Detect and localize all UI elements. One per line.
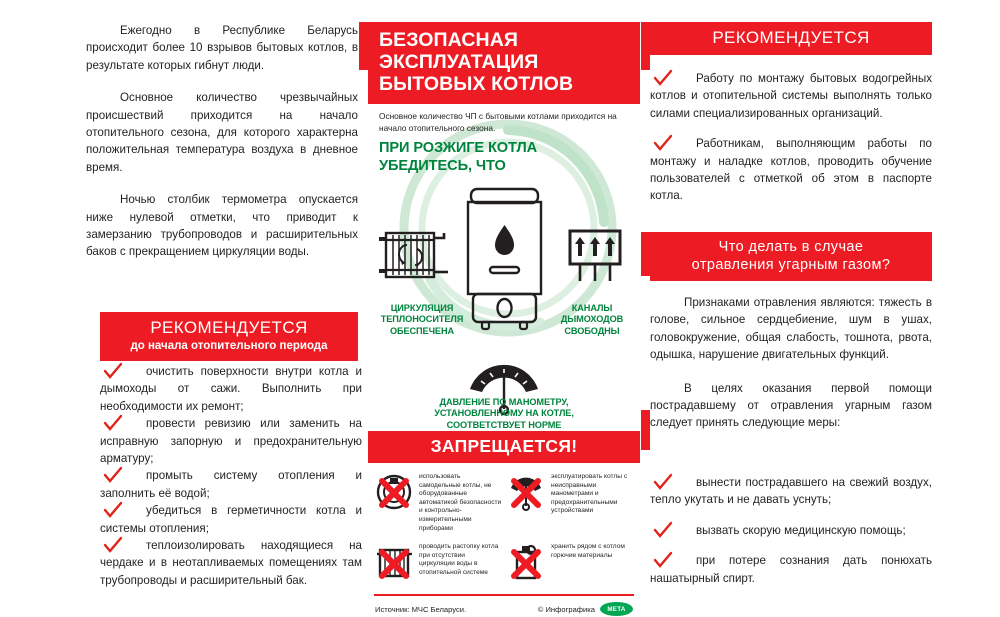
list-item-label: Работу по монтажу бытовых водогрейных котлов и отопительной системы выполнять только силами специализированных организаций. bbox=[650, 72, 932, 120]
carbon-monoxide-banner-line-1: Что делать в случае bbox=[718, 239, 864, 255]
left-column bbox=[86, 22, 362, 597]
carbon-monoxide-banner bbox=[650, 232, 932, 281]
intro-paragraph-2: Основное количество чрезвычайных происшествий приходится на начало отопительного сезона, для которого характерна положительная температура воздуха в дневное время. bbox=[86, 91, 358, 174]
recommendations-list-left bbox=[100, 363, 362, 589]
flue-channels-icon bbox=[564, 227, 626, 289]
forbidden-item-label: эксплуатировать котлы с неисправными манометрами и предохранительными устройствами bbox=[551, 473, 628, 515]
list-item-label: вызвать скорую медицинскую помощь; bbox=[696, 523, 906, 537]
accent-bar-right-mid bbox=[641, 232, 650, 276]
no-circulation-firing-prohibited-icon bbox=[374, 542, 414, 584]
agency-logo-icon: МЕТА bbox=[600, 602, 633, 616]
label-flues: КАНАЛЫ ДЫМОХОДОВ СВОБОДНЫ bbox=[560, 303, 624, 336]
main-title-line-1: БЕЗОПАСНАЯ ЭКСПЛУАТАЦИЯ bbox=[379, 29, 539, 73]
recommended-banner-right bbox=[650, 22, 932, 55]
center-panel bbox=[368, 22, 640, 614]
accent-bar-left bbox=[359, 22, 368, 70]
brand-group bbox=[538, 602, 633, 616]
list-item-label: промыть систему отопления и заполнить её водой; bbox=[100, 469, 362, 500]
label-gauge: ДАВЛЕНИЕ ПО МАНОМЕТРУ, УСТАНОВЛЕННОМУ НА КОТЛЕ, СООТВЕТСТВУЕТ НОРМЕ bbox=[434, 397, 574, 430]
recommended-banner-left bbox=[100, 312, 358, 361]
list-item-label: убедиться в герметичности котла и системы отопления; bbox=[100, 504, 362, 535]
list-item-label: очистить поверхности внутри котла и дымоходы от сажи. Выполнить при необходимости их ремонт; bbox=[100, 365, 362, 413]
copyright-text: © Инфографика bbox=[537, 604, 595, 614]
recommended-banner-right-title: РЕКОМЕНДУЕТСЯ bbox=[712, 28, 870, 47]
list-item bbox=[650, 135, 932, 205]
carbon-monoxide-banner-line-2: отравления угарным газом? bbox=[691, 257, 891, 273]
source-text: Источник: МЧС Беларуси. bbox=[375, 604, 467, 614]
poisoning-paragraph-2: В целях оказания первой помощи пострадавшему от отравления угарным газом следует принять следующие меры: bbox=[650, 381, 932, 430]
list-item-label: теплоизолировать находящиеся на чердаке и в неотапливаемых помещениях там трубопроводы и расширительный бак. bbox=[100, 539, 362, 587]
forbidden-item bbox=[374, 542, 502, 584]
list-item bbox=[100, 502, 362, 537]
forbidden-banner: ЗАПРЕЩАЕТСЯ! bbox=[368, 431, 640, 463]
main-title-banner bbox=[368, 22, 640, 104]
list-item-label: Работникам, выполняющим работы по монтажу и наладке котлов, проводить обучение пользователей с отметкой об этом в паспорте котла. bbox=[650, 137, 932, 203]
check-icon bbox=[104, 502, 122, 519]
check-icon bbox=[654, 552, 672, 569]
main-title-line-2: БЫТОВЫХ КОТЛОВ bbox=[379, 73, 574, 95]
recommended-banner-left-subtitle: до начала отопительного периода bbox=[130, 340, 328, 352]
list-item bbox=[100, 415, 362, 467]
flammable-storage-prohibited-icon bbox=[506, 542, 546, 584]
forbidden-item-label: проводить растопку котла при отсутствии циркуляции воды в отопительной системе bbox=[419, 543, 499, 576]
check-icon bbox=[654, 70, 672, 87]
list-item bbox=[100, 363, 362, 415]
list-item bbox=[100, 467, 362, 502]
check-icon bbox=[104, 363, 122, 380]
forbidden-item bbox=[506, 542, 634, 584]
label-circulation: ЦИРКУЛЯЦИЯ ТЕПЛОНОСИТЕЛЯ ОБЕСПЕЧЕНА bbox=[380, 303, 464, 336]
check-icon bbox=[654, 474, 672, 491]
check-icon bbox=[654, 135, 672, 152]
intro-paragraph-3: Ночью столбик термометра опускается ниже нулевой отметки, что приводит к замерзанию трубопроводов и расширительных баков с прекращением циркуляции воды. bbox=[86, 193, 358, 259]
accent-bar-right-lower bbox=[641, 410, 650, 450]
list-item bbox=[100, 537, 362, 589]
radiator-icon bbox=[374, 227, 458, 289]
first-aid-list bbox=[650, 474, 932, 587]
accent-bar-right-top bbox=[641, 22, 650, 70]
forbidden-item-label: хранить рядом с котлом горючие материалы bbox=[551, 543, 625, 559]
forbidden-item-label: использовать самодельные котлы, не оборудованные автоматикой безопасности и контрольно-измерительными приборами bbox=[419, 473, 502, 532]
boiler-illustration bbox=[368, 175, 640, 429]
list-item bbox=[650, 552, 932, 587]
check-icon bbox=[104, 467, 122, 484]
forbidden-item bbox=[374, 472, 502, 533]
poisoning-paragraph-1: Признаками отравления являются: тяжесть в голове, сильное сердцебиение, шум в ушах, головокружение, общая слабость, тошнота, рвота, одышка, нарушение двигательных функций. bbox=[650, 296, 932, 362]
green-heading: ПРИ РОЗЖИГЕ КОТЛА УБЕДИТЕСЬ, ЧТО bbox=[379, 140, 538, 174]
list-item bbox=[650, 522, 932, 539]
homemade-boiler-prohibited-icon bbox=[374, 472, 414, 514]
right-column bbox=[650, 22, 932, 597]
check-icon bbox=[654, 522, 672, 539]
intro-paragraph-1: Ежегодно в Республике Беларусь происходит более 10 взрывов бытовых котлов, в результате которых гибнут люди. bbox=[86, 24, 358, 72]
recommended-banner-left-title: РЕКОМЕНДУЕТСЯ bbox=[150, 318, 308, 337]
check-icon bbox=[104, 415, 122, 432]
list-item-label: вынести пострадавшего на свежий воздух, тепло укутать и не давать уснуть; bbox=[650, 476, 932, 507]
list-item-label: провести ревизию или заменить на исправную запорную и предохранительную арматуру; bbox=[100, 417, 362, 466]
forbidden-grid bbox=[368, 463, 640, 584]
center-footer bbox=[368, 596, 640, 616]
list-item-label: при потере сознания дать понюхать нашатырный спирт. bbox=[650, 554, 932, 585]
list-item bbox=[650, 70, 932, 122]
check-icon bbox=[104, 537, 122, 554]
forbidden-item bbox=[506, 472, 634, 533]
center-intro-text: Основное количество ЧП с бытовыми котлами приходится на начало отопительного сезона. bbox=[379, 111, 617, 133]
recommendations-list-right bbox=[650, 70, 932, 205]
poisoning-text-block bbox=[650, 294, 932, 448]
faulty-manometer-prohibited-icon bbox=[506, 472, 546, 514]
list-item bbox=[650, 474, 932, 509]
